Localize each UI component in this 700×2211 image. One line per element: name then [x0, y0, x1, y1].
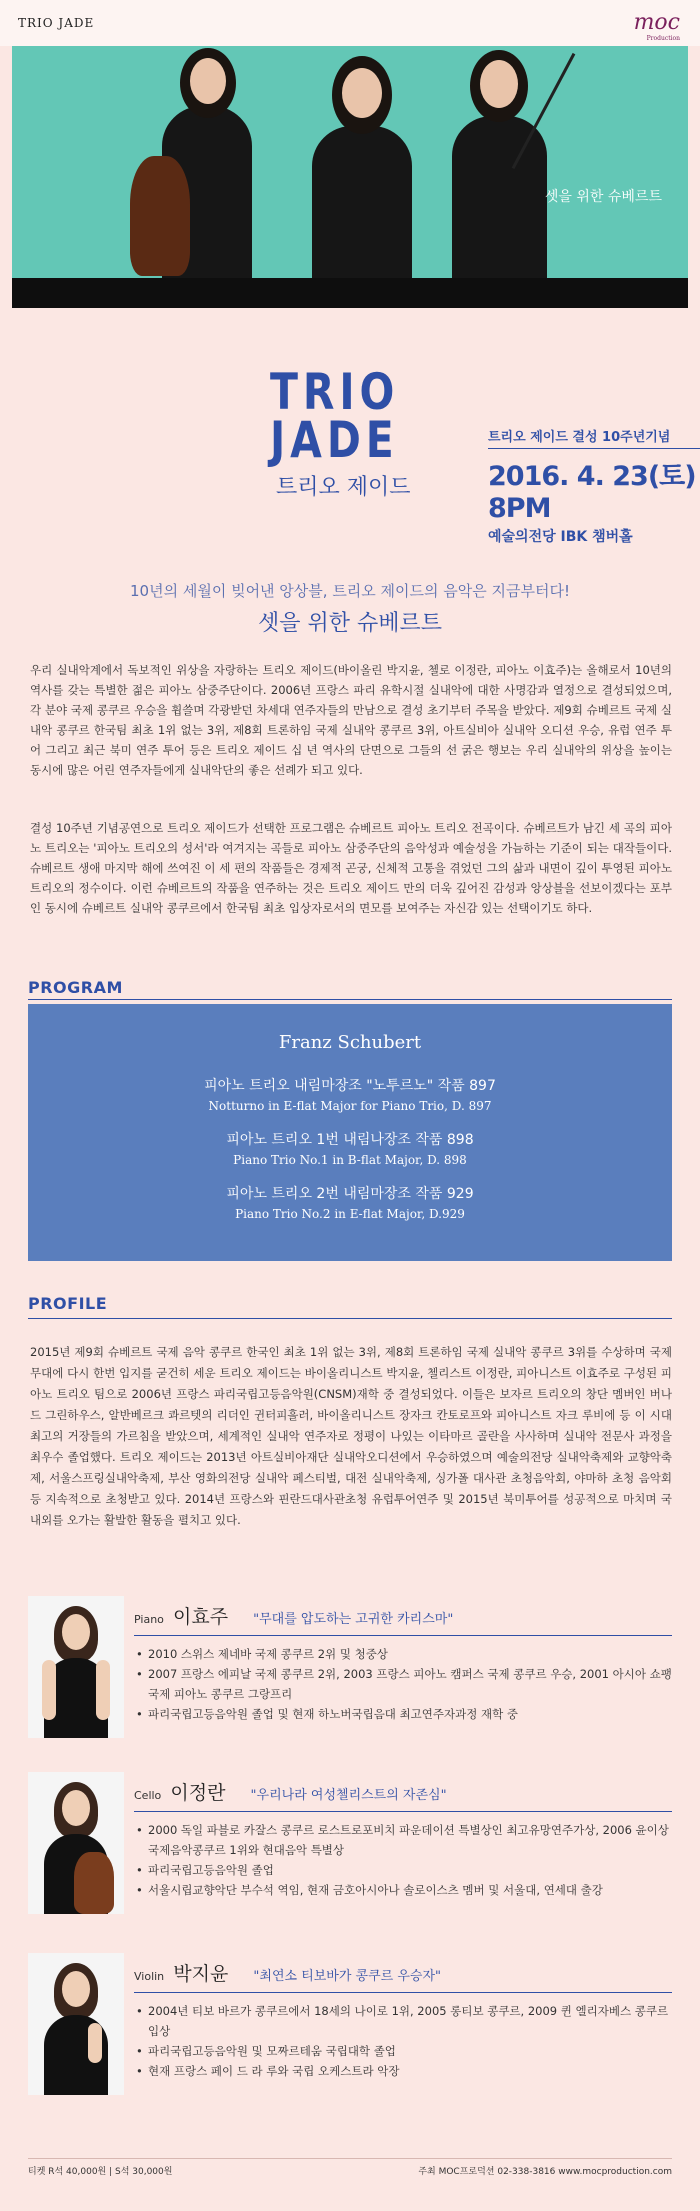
bullet-item: • 파리국립고등음악원 졸업 및 현재 하노버국립음대 최고연주자과정 재학 중 — [134, 1704, 672, 1724]
work-title-kr: 피아노 트리오 1번 내림나장조 작품 898 — [226, 1132, 474, 1148]
member-bullets — [134, 2001, 672, 2081]
work-title-en: Piano Trio No.1 in B-flat Major, D. 898 — [233, 1153, 467, 1167]
photo-arm — [96, 1660, 110, 1720]
trio-jade-logo — [270, 363, 430, 501]
member-card-piano — [28, 1596, 672, 1738]
pianist-figure — [312, 126, 412, 286]
logo-korean: 트리오 제이드 — [276, 475, 411, 500]
bullet-item: • 2000 독일 파블로 카잘스 콩쿠르 로스트로포비치 파운데이션 특별상인 최고유망연주가상, 2006 윤이상 국제음악콩쿠르 1위와 현대음악 특별상 — [134, 1820, 672, 1860]
cello-shape — [130, 156, 190, 276]
moc-logo-sub: Production — [646, 35, 680, 42]
bullet-item: • 파리국립고등음악원 졸업 — [134, 1860, 672, 1880]
hero-caption: 셋을 위한 슈베르트 — [544, 189, 662, 205]
program-box — [28, 1004, 672, 1261]
brand-name: TRIO JADE — [18, 16, 95, 30]
moc-logo[interactable] — [634, 10, 680, 42]
work-title-en: Piano Trio No.2 in E-flat Major, D.929 — [235, 1207, 465, 1221]
member-quote: "무대를 압도하는 고귀한 카리스마" — [253, 1612, 454, 1627]
program-divider — [28, 999, 672, 1000]
member-name: 박지윤 — [173, 1963, 229, 1985]
bullet-item: • 서울시립교향악단 부수석 역임, 현재 금호아시아나 솔로이스츠 멤버 및 서울대, 연세대 출강 — [134, 1880, 672, 1900]
member-instrument: Cello — [134, 1789, 162, 1802]
logo-trio: TRIO — [270, 363, 400, 421]
work-title-en: Notturno in E-flat Major for Piano Trio, D. 897 — [208, 1099, 492, 1113]
photo-face — [62, 1971, 90, 2007]
logo-jade: JADE — [270, 411, 399, 469]
bullet-item: • 2010 스위스 제네바 국제 콩쿠르 2위 및 청중상 — [134, 1644, 672, 1664]
profile-heading: PROFILE — [28, 1294, 108, 1313]
bullet-item: • 2007 프랑스 에피날 국제 콩쿠르 2위, 2003 프랑스 피아노 캠퍼스 국제 콩쿠르 우승, 2001 아시아 쇼팽 국제 피아노 콩쿠르 그랑프리 — [134, 1664, 672, 1704]
member-card-violin — [28, 1953, 672, 2095]
program-work — [28, 1129, 672, 1167]
member-card-cello — [28, 1772, 672, 1914]
member-info — [134, 1602, 672, 1724]
bullet-item: • 파리국립고등음악원 및 모짜르테움 국립대학 졸업 — [134, 2041, 672, 2061]
photo-face — [62, 1614, 90, 1650]
piano-shape — [12, 278, 688, 308]
member-name-row — [134, 1778, 672, 1812]
member-name: 이효주 — [172, 1606, 229, 1628]
member-info — [134, 1778, 672, 1900]
intro-paragraph-2: 결성 10주년 기념공연으로 트리오 제이드가 선택한 프로그램은 슈베르트 피아노 트리오 전곡이다. 슈베르트가 남긴 세 곡의 피아노 트리오는 '피아노 트리오의 성서'라 여겨지는 곡들로 피아노 삼중주단의 음악성과 예술성을 가늠하는 기준이 되는 대작들이다. 슈베르트 생애 마지막 해에 쓰여진 이 세 편의 작품들은 경제적 곤궁, 신체적 고통을 겪었던 그의 삶과 내면이 깊이 투영된 피아노 트리오의 정수이다. 이런 슈베르트의 작품을 연주하는 것은 트리오 제이드 만의 더욱 깊어진 감성과 앙상블을 선보이겠다는 포부인 동시에 슈베르트 실내악 콩쿠르에서 한국팀 최초 입상자로서의 면모를 보여주는 자신감 있는 선택이기도 하다. — [30, 821, 672, 915]
member-bullets — [134, 1644, 672, 1724]
member-name: 이정란 — [170, 1782, 226, 1804]
footer-divider — [28, 2158, 672, 2159]
intro-paragraph-1: 우리 실내악계에서 독보적인 위상을 자랑하는 트리오 제이드(바이올린 박지윤, 첼로 이정란, 피아노 이효주)는 올해로서 10년의 역사를 갖는 특별한 젊은 피아노 삼중주단이다. 2006년 프랑스 파리 유학시절 실내악에 대한 사명감과 열정으로 결성되었으며, 각 분야 국제 콩쿠르 우승을 휩쓸며 각광받던 차세대 연주자들의 만남으로 결성 초기부터 주목을 받았다. 제9회 슈베르트 국제 실내악 콩쿠르 한국팀 최초 1위 없는 3위, 제8회 트론하임 국제 실내악 콩쿠르 3위, 아트실비아 실내악 오디션 우승, 유럽 연주 투어 그리고 최근 북미 연주 투어 등은 트리오 제이드 십 년 역사의 단면으로 그들의 선 굵은 행보는 우리 실내악의 위상을 높이는 동시에 많은 어린 연주자들에게 실내악단의 좋은 선례가 되고 있다. — [30, 663, 672, 777]
cellist-face — [190, 58, 226, 104]
photo-cello — [74, 1852, 114, 1914]
pianist-face — [342, 68, 382, 118]
program-work — [28, 1075, 672, 1113]
profile-divider — [28, 1318, 672, 1319]
member-instrument: Violin — [134, 1970, 165, 1983]
member-quote: "우리나라 여성첼리스트의 자존심" — [250, 1788, 447, 1803]
work-title-kr: 피아노 트리오 내림마장조 "노투르노" 작품 897 — [204, 1078, 496, 1094]
photo-face — [62, 1790, 90, 1826]
member-name-row — [134, 1959, 672, 1993]
hero-banner — [12, 46, 688, 308]
bullet-item: • 현재 프랑스 페이 드 라 루와 국립 오케스트라 악장 — [134, 2061, 672, 2081]
event-info — [488, 426, 700, 546]
program-work — [28, 1183, 672, 1221]
photo-arm — [88, 2023, 102, 2063]
ticket-prices: 티켓 R석 40,000원 | S석 30,000원 — [28, 2167, 173, 2177]
contact-info[interactable]: 주최 MOC프로덕션 02-338-3816 www.mocproduction.com — [418, 2167, 672, 2177]
member-quote: "최연소 티보바가 콩쿠르 우승자" — [253, 1969, 442, 1984]
member-name-row — [134, 1602, 672, 1636]
intro-tagline: 10년의 세월이 빚어낸 앙상블, 트리오 제이드의 음악은 지금부터다! — [130, 582, 570, 600]
composer-name: Franz Schubert — [278, 1032, 422, 1053]
event-date: 2016. 4. 23(토) 8PM — [488, 461, 696, 524]
work-title-kr: 피아노 트리오 2번 내림마장조 작품 929 — [226, 1186, 474, 1202]
violinist-face — [480, 60, 518, 108]
photo-arm — [42, 1660, 56, 1720]
event-subtitle: 트리오 제이드 결성 10주년기념 — [488, 426, 700, 449]
moc-logo-text: moc — [633, 10, 680, 35]
program-heading: PROGRAM — [28, 978, 123, 997]
member-bullets — [134, 1820, 672, 1900]
intro-title: 셋을 위한 슈베르트 — [257, 611, 442, 636]
top-bar — [0, 0, 700, 46]
member-info — [134, 1959, 672, 2081]
event-venue: 예술의전당 IBK 챔버홀 — [488, 529, 633, 545]
member-photo — [28, 1596, 124, 1738]
bullet-item: • 2004년 티보 바르가 콩쿠르에서 18세의 나이로 1위, 2005 롱티보 콩쿠르, 2009 퀸 엘리자베스 콩쿠르 입상 — [134, 2001, 672, 2041]
member-photo — [28, 1953, 124, 2095]
member-instrument: Piano — [134, 1613, 164, 1626]
profile-text: 2015년 제9회 슈베르트 국제 음악 콩쿠르 한국인 최초 1위 없는 3위, 제8회 트론하임 국제 실내악 콩쿠르 3위를 수상하며 국제 무대에 다시 한번 입지를 굳건히 세운 트리오 제이드는 바이올리니스트 박지윤, 첼리스트 이정란, 피아니스트 이효주로 구성된 피아노 트리오 팀으로 2006년 프랑스 파리국립고등음악원(CNSM)재학 중 결성되었다. 이들은 보자르 트리오의 창단 멤버인 버나드 그린하우스, 알반베르크 콰르텟의 리더인 귄터피흘러, 바이올리니스트 장자크 칸토로프와 피아니스트 자크 루비에 등 이 시대 최고의 거장들의 가르침을 받았으며, 세계적인 실내악 연주자로 정평이 나있는 이타마르 골란을 사사하며 실내악 전문사 과정을 최우수 졸업했다. 트리오 제이드는 2013년 아트실비아재단 실내악오디션에서 우승하였으며 예술의전당 실내악축제와 교향악축제, 서울스프링실내악축제, 부산 영화의전당 실내악 페스티벌, 대전 실내악축제, 싱가폴 대사관 초청음악회, 야마하 초청 음악회 등 지속적으로 초청받고 있다. 2014년 프랑스와 핀란드대사관초청 유럽투어연주 및 2015년 북미투어를 성공적으로 마치며 국내외를 오가는 활발한 활동을 펼치고 있다. — [30, 1345, 672, 1527]
member-photo — [28, 1772, 124, 1914]
violinist-figure — [452, 116, 547, 286]
